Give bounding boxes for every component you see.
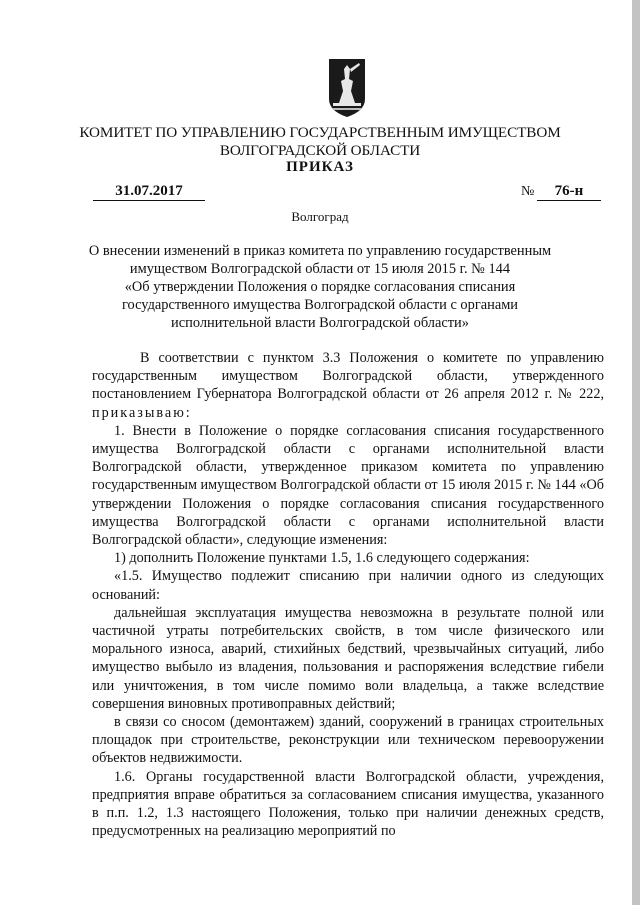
paragraph-clause-1-6: 1.6. Органы государственной власти Волгоградской области, учреждения, предприятия вправе обратиться за согласованием списания имущества, указанного в п.п. 1.2, 1.3 настоящего Положения, только при наличии денежных средств, предусмотренных на реализацию мероприятий по (92, 768, 604, 840)
subject-line-1: О внесении изменений в приказ комитета по управлению государственным (88, 243, 552, 259)
subject-line-3: «Об утверждении Положения о порядке согласования списания (124, 279, 516, 295)
subject-line-5: исполнительной власти Волгоградской области» (171, 315, 469, 331)
order-subject (0, 242, 640, 332)
subject-line-2: имуществом Волгоградской области от 15 июля 2015 г. № 144 (129, 261, 511, 277)
order-body (92, 349, 604, 840)
order-number-label: № (521, 184, 535, 199)
committee-line-2: ВОЛГОГРАДСКОЙ ОБЛАСТИ (219, 142, 421, 159)
document-type: ПРИКАЗ (286, 159, 354, 175)
volgograd-emblem-icon (329, 59, 365, 117)
paragraph-preamble (92, 349, 604, 422)
scan-edge-shadow (632, 0, 640, 905)
paragraph-subitem-1: 1) дополнить Положение пунктами 1.5, 1.6 следующего содержания: (114, 550, 530, 567)
order-number: 76-н (537, 182, 601, 201)
city-name: Волгоград (291, 209, 349, 224)
subject-line-4: государственного имущества Волгоградской области с органами (121, 297, 519, 313)
committee-line-1: КОМИТЕТ ПО УПРАВЛЕНИЮ ГОСУДАРСТВЕННЫМ ИМУЩЕСТВОМ (79, 124, 561, 141)
preamble-text: В соответствии с пунктом 3.3 Положения о комитете по управлению государственным имуществом Волгоградской области, утвержденного постановлением Губернатора Волгоградской области от 26 апреля 2012 г. № 222, (92, 350, 604, 403)
paragraph-ground-1: дальнейшая эксплуатация имущества невозможна в результате полной или частичной утраты потребительских свойств, в том числе физического или морального износа, аварий, стихийных бедствий, чрезвычайных ситуаций, либо имущество выбыло из владения, пользования и распоряжения вследствие гибели или уничтожения, в том числе помимо воли владельца, а также вследствие совершения виновных противоправных действий; (92, 604, 604, 712)
order-date: 31.07.2017 (93, 182, 205, 201)
paragraph-ground-2: в связи со сносом (демонтажем) зданий, сооружений в границах строительных площадок при строительстве, реконструкции или техническом перевооружении объектов недвижимости. (92, 714, 604, 767)
committee-name (0, 124, 640, 160)
paragraph-item-1: 1. Внести в Положение о порядке согласования списания государственного имущества Волгоградской области с органами исполнительной власти Волгоградской области, утвержденное приказом комитета по управлению государственным имуществом Волгоградской области от 15 июля 2015 г. № 144 «Об утверждении Положения о порядке согласования списания государственного имущества Волгоградской области с органами исполнительной власти Волгоградской области», следующие изменения: (92, 422, 604, 549)
paragraph-clause-1-5: «1.5. Имущество подлежит списанию при наличии одного из следующих оснований: (92, 568, 604, 603)
order-word: приказываю: (92, 404, 192, 421)
